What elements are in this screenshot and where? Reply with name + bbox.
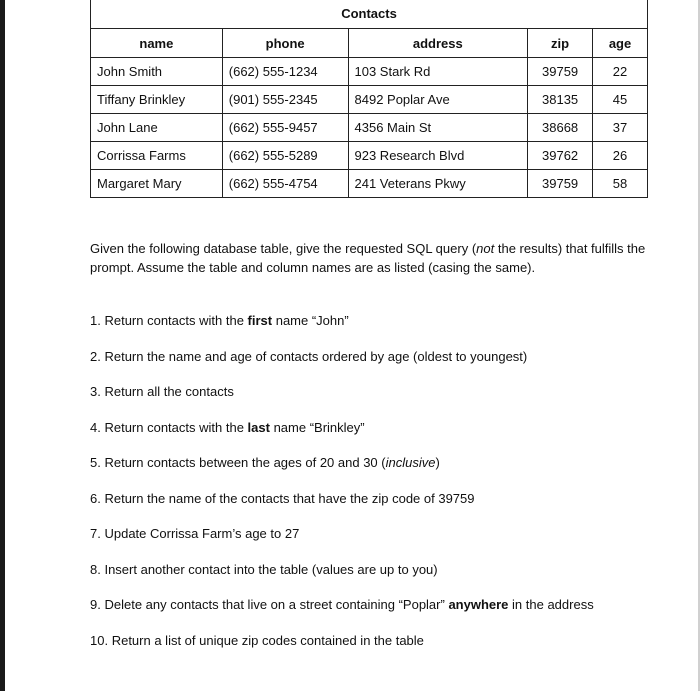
cell-name: John Smith (91, 58, 223, 86)
table-row (91, 170, 648, 198)
question-bold-text: last (247, 419, 270, 435)
table-row (91, 58, 648, 86)
cell-age: 45 (593, 86, 648, 114)
cell-phone: (662) 555-4754 (222, 170, 348, 198)
cell-name: Tiffany Brinkley (91, 86, 223, 114)
question-item (90, 455, 670, 491)
header-row (91, 29, 648, 58)
question-item (90, 384, 670, 420)
cell-age: 58 (593, 170, 648, 198)
cell-address: 103 Stark Rd (348, 58, 528, 86)
question-text: Return the name of the contacts that have the zip code of 39759 (104, 490, 475, 506)
question-item (90, 349, 670, 385)
column-header-phone: phone (222, 29, 348, 58)
cell-phone: (662) 555-1234 (222, 58, 348, 86)
question-number: 4. (90, 419, 101, 435)
question-number: 6. (90, 490, 101, 506)
question-number: 10. (90, 632, 109, 648)
question-bold-text: first (247, 313, 273, 328)
cell-address: 8492 Poplar Ave (348, 86, 528, 114)
left-border-bar (0, 0, 5, 691)
question-number: 7. (90, 526, 101, 541)
question-item (90, 526, 670, 562)
cell-age: 37 (593, 114, 648, 142)
question-item (90, 313, 670, 349)
intro-emphasis: not (476, 241, 495, 256)
contacts-table (90, 0, 648, 198)
cell-phone: (662) 555-9457 (222, 114, 348, 142)
intro-text-part1: Given the following database table, give the requested SQL query ( (90, 241, 477, 256)
question-italic-text: inclusive (385, 455, 436, 470)
question-item (90, 420, 670, 456)
column-header-zip: zip (528, 29, 593, 58)
question-number: 8. (90, 561, 101, 577)
question-text: Return all the contacts (104, 384, 234, 399)
cell-phone: (901) 555-2345 (222, 86, 348, 114)
question-bold-text: anywhere (448, 597, 509, 612)
question-text: Return contacts with the (104, 419, 248, 435)
column-header-age: age (593, 29, 648, 58)
table-title: Contacts (91, 0, 648, 29)
cell-name: John Lane (91, 114, 223, 142)
cell-address: 923 Research Blvd (348, 142, 528, 170)
cell-name: Corrissa Farms (91, 142, 223, 170)
cell-age: 22 (593, 58, 648, 86)
question-number: 1. (90, 313, 101, 328)
question-item (90, 562, 670, 598)
question-text: Insert another contact into the table (values are up to you) (104, 561, 438, 577)
question-number: 9. (90, 597, 101, 612)
question-text: Return contacts between the ages of 20 and 30 ( (104, 455, 386, 470)
question-text: Return the name and age of contacts ordered by age (oldest to youngest) (104, 348, 528, 364)
question-number: 3. (90, 384, 101, 399)
question-text: ) (435, 455, 440, 470)
table-row (91, 114, 648, 142)
cell-zip: 39762 (528, 142, 593, 170)
question-text: Update Corrissa Farm’s age to 27 (104, 526, 300, 541)
cell-name: Margaret Mary (91, 170, 223, 198)
cell-phone: (662) 555-5289 (222, 142, 348, 170)
question-text: in the address (508, 597, 594, 612)
table-row (91, 142, 648, 170)
question-item (90, 597, 670, 633)
cell-address: 4356 Main St (348, 114, 528, 142)
question-text: name “Brinkley” (269, 419, 365, 435)
question-text: name “John” (272, 313, 349, 328)
cell-zip: 38668 (528, 114, 593, 142)
intro-text-part2: the results) that fulfills the prompt. Assume the table and column names are as listed (casing the same). (90, 241, 646, 275)
instructions-paragraph (90, 239, 650, 277)
question-number: 2. (90, 348, 101, 364)
table-row (91, 86, 648, 114)
question-text: Return contacts with the (104, 313, 248, 328)
question-text: Return a list of unique zip codes contained in the table (111, 632, 424, 648)
question-item (90, 491, 670, 527)
column-header-address: address (348, 29, 528, 58)
cell-zip: 39759 (528, 58, 593, 86)
question-item (90, 633, 670, 669)
question-text: Delete any contacts that live on a street containing “Poplar” (104, 597, 449, 612)
cell-zip: 38135 (528, 86, 593, 114)
question-number: 5. (90, 455, 101, 470)
cell-zip: 39759 (528, 170, 593, 198)
cell-address: 241 Veterans Pkwy (348, 170, 528, 198)
cell-age: 26 (593, 142, 648, 170)
column-header-name: name (91, 29, 223, 58)
question-list (90, 313, 670, 668)
